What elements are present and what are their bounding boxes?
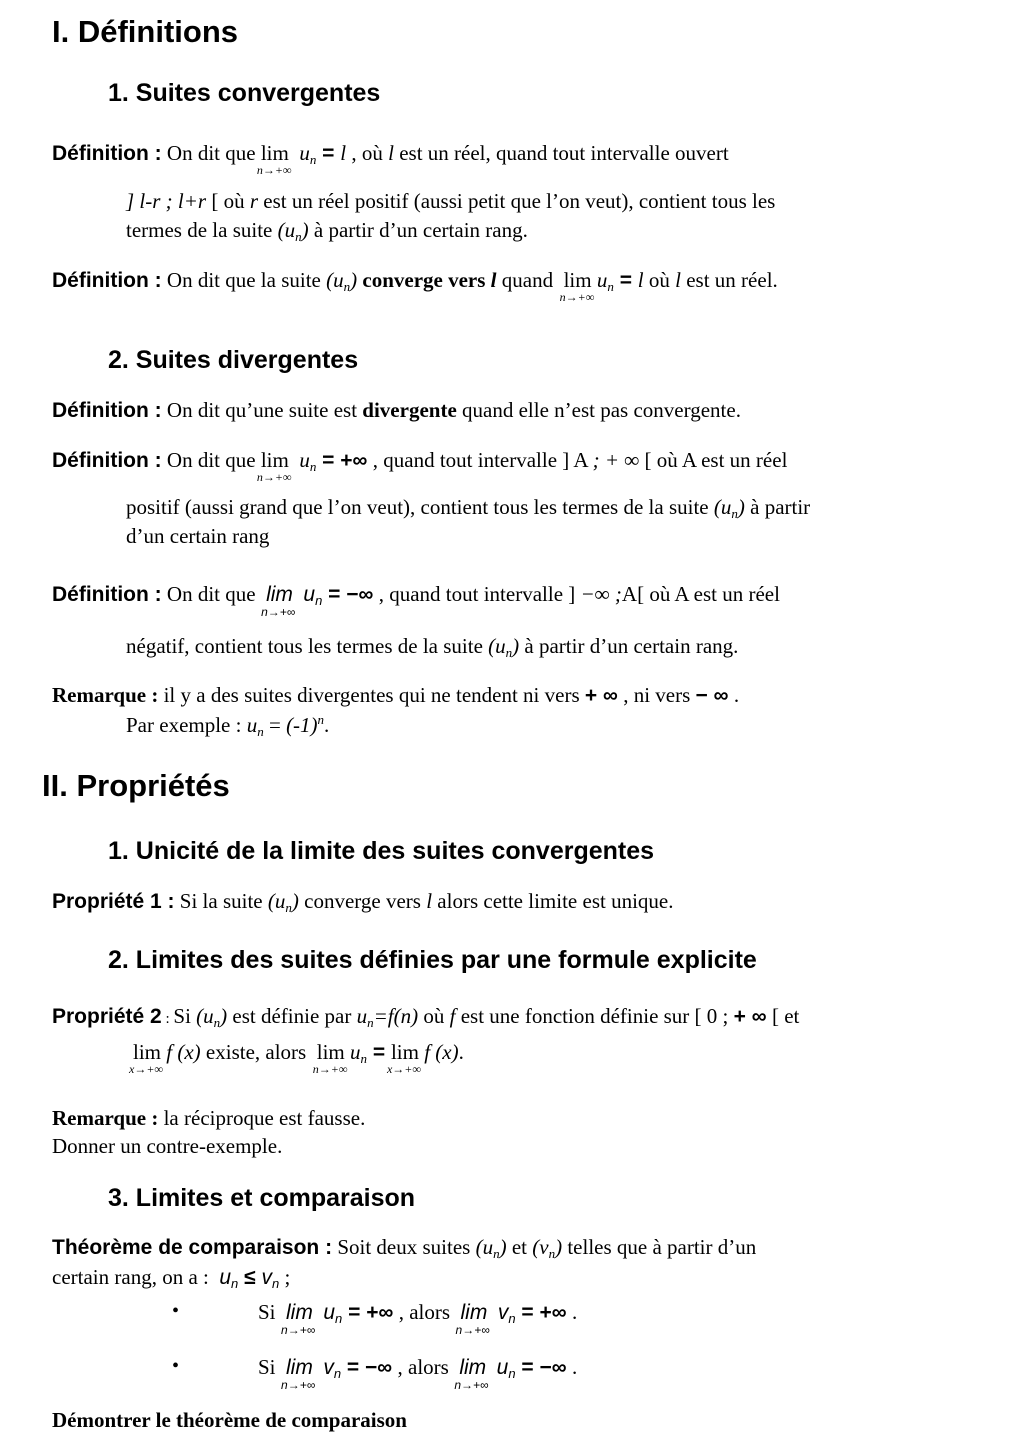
u-symbol: u (299, 141, 310, 165)
lim-operator: lim n→+∞ (281, 1301, 316, 1337)
definition-label: Définition : (52, 142, 162, 165)
lim-operator: lim n→+∞ (256, 141, 292, 177)
lim-operator: lim x→+∞ (386, 1040, 421, 1076)
property-2-line2: lim x→+∞ f (x) existe, alors lim n→+∞ $u_n = \lim$ x→+∞ f (x). (129, 1040, 464, 1076)
definition-label: Définition : (52, 269, 162, 292)
definition-limit-l-line2: ] l-r ; l+r [ où r est un réel positif (aussi petit que l’on veut), contient tous les (126, 189, 776, 213)
lim-operator: lim x→+∞ (129, 1040, 163, 1076)
definition-plus-infinity-line2: positif (aussi grand que l’on veut), contient tous les termes de la suite $(u_n)$ à partir (126, 495, 811, 521)
lim-operator: lim n→+∞ (261, 583, 296, 619)
definition-label: Définition : (52, 449, 162, 472)
theorem-comparison-line2: certain rang, on a : $u_n \le v_n$ ; (52, 1265, 291, 1291)
subsection-title-explicit: 2. Limites des suites définies par une formule explicite (108, 946, 757, 974)
property-2: Propriété 2 : Si $(u_n)$ est définie par $u_n=f(n)$ où f est une fonction définie sur [ 0 ; + ∞ [ et (52, 1004, 800, 1030)
definition-converge: Définition : On dit que la suite $(u_n)$ converge vers l quand lim n→+∞ $u_n = l$ où l est un réel. (52, 268, 778, 304)
subsection-title-divergent: 2. Suites divergentes (108, 346, 359, 374)
lim-operator: lim n→+∞ (256, 448, 292, 484)
definition-minus-infinity: Définition : On dit que lim n→+∞ $u_n$ = −∞ , quand tout intervalle ] −∞ ;A[ où A est un réel (52, 582, 780, 619)
lim-operator: lim n→+∞ (281, 1356, 316, 1392)
subsection-title-convergent: 1. Suites convergentes (108, 79, 381, 107)
theorem-case-plus-infinity: Si lim n→+∞ $u_n$ = +∞ , alors lim n→+∞ $v_n$ = +∞ . (258, 1300, 578, 1337)
property-1: Propriété 1 : Si la suite $(u_n)$ converge vers l alors cette limite est unique. (52, 889, 674, 915)
definition-limit-l-line3: termes de la suite $(u_n)$ à partir d’un certain rang. (126, 218, 528, 244)
definition-label: Définition : (52, 399, 162, 422)
section-title-properties: II. Propriétés (42, 768, 230, 803)
theorem-case-minus-infinity: Si lim n→+∞ $v_n$ = −∞ , alors lim n→+∞ $u_n$ = −∞ . (258, 1355, 578, 1392)
prove-comparison-theorem: Démontrer le théorème de comparaison (52, 1408, 407, 1432)
remark-label: Remarque : (52, 683, 159, 707)
remark-example: Par exemple : $u_n = (-1)^n$. (126, 712, 330, 739)
bullet-icon: • (172, 1300, 180, 1322)
text: On dit que (161, 141, 261, 165)
remark-counterexample: Donner un contre-exemple. (52, 1134, 283, 1158)
remark-reciprocal: Remarque : la réciproque est fausse. (52, 1106, 366, 1130)
section-title-definitions: I. Définitions (52, 14, 238, 49)
bullet-icon: • (172, 1355, 180, 1377)
subsection-title-uniqueness: 1. Unicité de la limite des suites convergentes (108, 837, 655, 865)
theorem-label: Théorème de comparaison : (52, 1236, 333, 1259)
property-label: Propriété 1 : (52, 890, 175, 913)
property-label: Propriété 2 (52, 1005, 162, 1028)
definition-plus-infinity-line3: d’un certain rang (126, 524, 270, 548)
lim-operator: lim n→+∞ (454, 1356, 489, 1392)
lim-operator: lim n→+∞ (559, 268, 595, 304)
remark-label: Remarque : (52, 1106, 159, 1130)
definition-plus-infinity: Définition : On dit que lim n→+∞ $u_n$ = +∞ , quand tout intervalle ] A ; + ∞ [ où A est un réel (52, 448, 788, 484)
definition-label: Définition : (52, 583, 162, 606)
theorem-comparison: Théorème de comparaison : Soit deux suites $(u_n)$ et $(v_n)$ telles que à partir d’un (52, 1235, 757, 1261)
definition-divergent: Définition : On dit qu’une suite est divergente quand elle n’est pas convergente. (52, 398, 741, 422)
lim-operator: lim n→+∞ (455, 1301, 490, 1337)
remark-divergent: Remarque : il y a des suites divergentes qui ne tendent ni vers + ∞ , ni vers − ∞ . (52, 683, 740, 707)
lim-operator: lim n→+∞ (312, 1040, 348, 1076)
definition-limit-l: Définition : On dit que lim n→+∞ $u_n = l$ , où l est un réel, quand tout intervalle ouvert (52, 141, 729, 177)
definition-minus-infinity-line2: négatif, contient tous les termes de la suite $(u_n)$ à partir d’un certain rang. (126, 634, 739, 660)
subsection-title-comparison: 3. Limites et comparaison (108, 1184, 416, 1212)
